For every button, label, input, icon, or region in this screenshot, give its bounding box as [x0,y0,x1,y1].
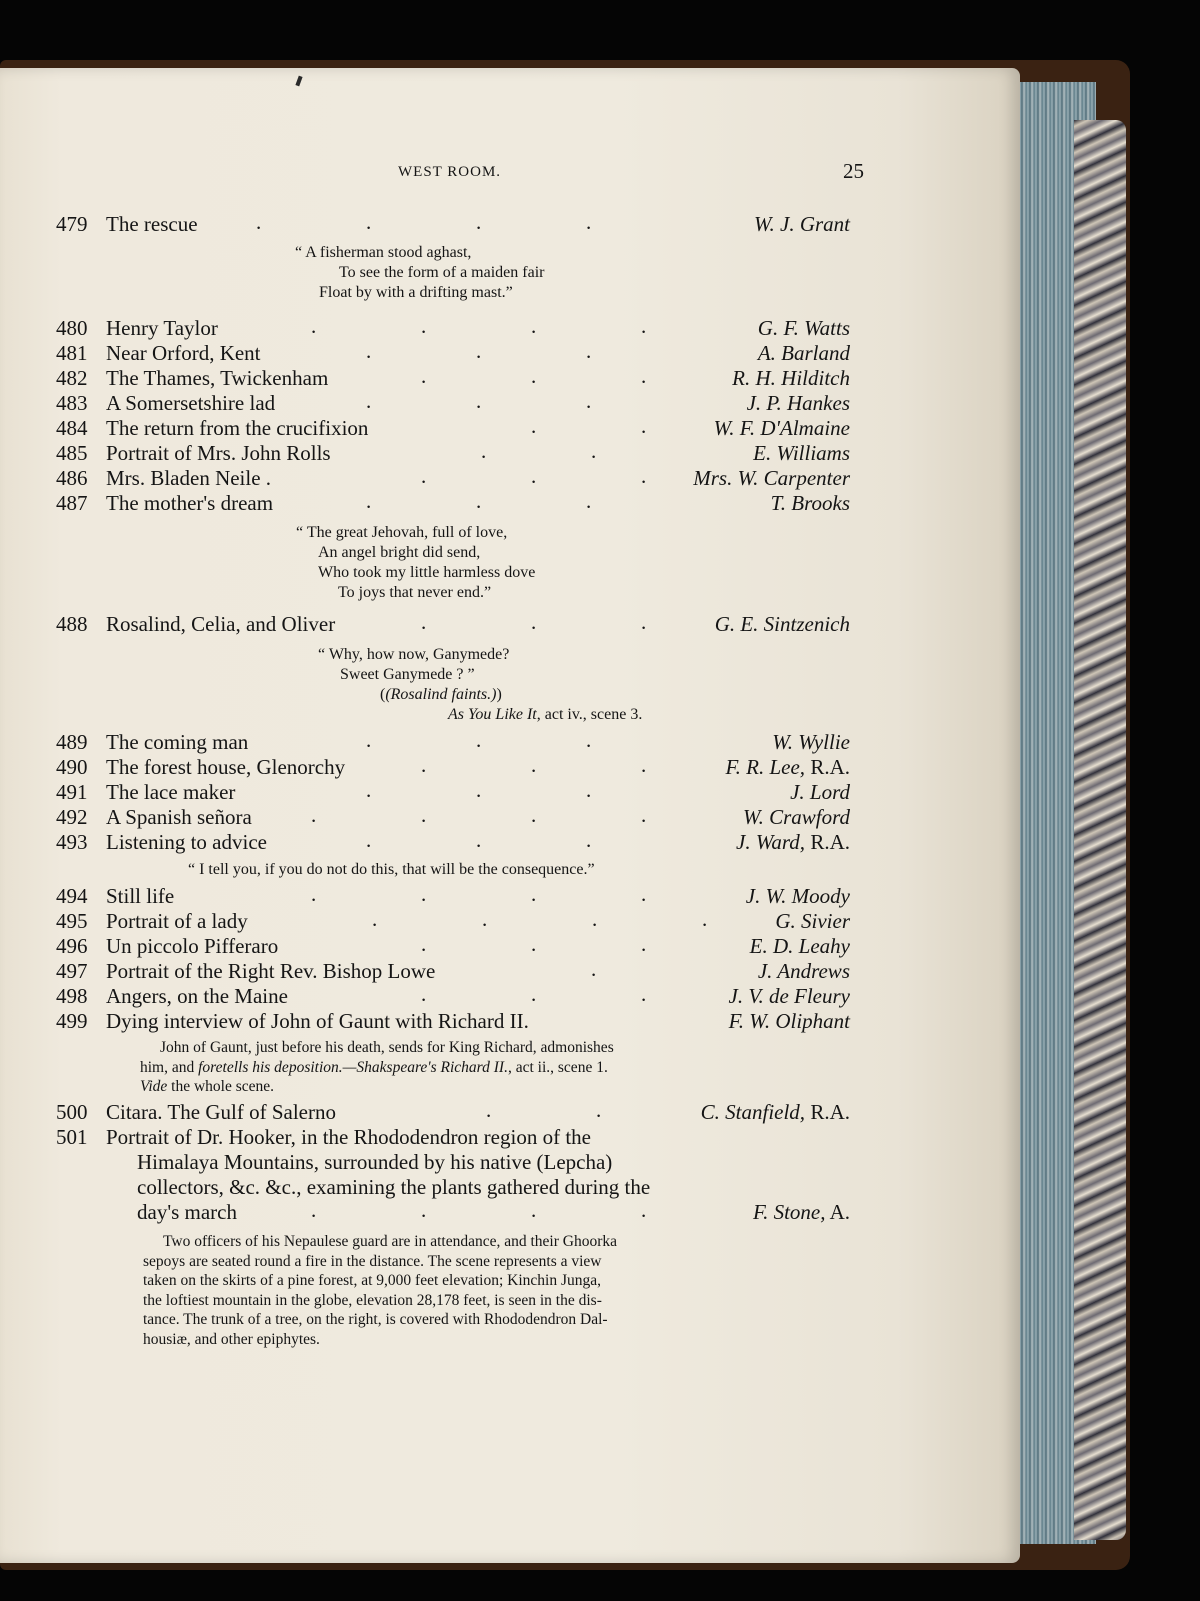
entry-489: 489 The coming man . . . W. Wyllie [56,728,850,754]
entry-481: 481 Near Orford, Kent . . . A. Barland [56,339,850,365]
verse-488: “ Why, how now, Ganymede? Sweet Ganymede ? ” ((Rosalind faints.)) As You Like It, act iv., scene 3. [318,646,643,723]
entry-480: 480 Henry Taylor . . . . G. F. Watts [56,314,850,340]
note-501: Two officers of his Nepaulese guard are in attendance, and their Ghoorka sepoys are seated round a fire in the distance. The scene represents a view taken on the skirts of a pine forest, at 9,000 feet elevation; Kinchin Junga, the loftiest mountain in the globe, elevation 28,178 feet, is seen in the dis- tance. The trunk of a tree, on the right, is covered with Rhododendron Dal- housiæ, and other epiphytes. [143,1233,617,1348]
entry-499: 499 Dying interview of John of Gaunt with Richard II. F. W. Oliphant [56,1009,850,1033]
note-499: John of Gaunt, just before his death, sends for King Richard, admonishes him, and foretells his deposition.—Shakspeare's Richard II., act ii., scene 1. Vide the whole scene. [140,1039,614,1095]
entry-498: 498 Angers, on the Maine . . . J. V. de Fleury [56,982,850,1008]
entry-493: 493 Listening to advice . . . J. Ward, R.A. [56,828,850,854]
entry-501: 501 Portrait of Dr. Hooker, in the Rhododendron region of the [56,1125,591,1149]
entry-490: 490 The forest house, Glenorchy . . . F. R. Lee, R.A. [56,753,850,779]
page-number: 25 [843,159,864,183]
entry-479 [56,212,856,238]
entry-501-last-line: day's march . . . . F. Stone, A. [137,1198,850,1224]
entry-495: 495 Portrait of a lady . . . . G. Sivier [56,907,850,933]
entry-title: The rescue [106,212,198,236]
entry-486: 486 Mrs. Bladen Neile . . . . Mrs. W. Carpenter [56,464,850,490]
entry-482: 482 The Thames, Twickenham . . . R. H. Hilditch [56,364,850,390]
entry-494: 494 Still life . . . . J. W. Moody [56,882,850,908]
entry-number: 479 [56,212,88,236]
running-header: WEST ROOM. [398,164,502,180]
entry-501-line-3: collectors, &c. &c., examining the plants gathered during the [137,1175,651,1199]
entry-496: 496 Un piccolo Pifferaro . . . E. D. Leahy [56,932,850,958]
entry-497: 497 Portrait of the Right Rev. Bishop Lowe . J. Andrews [56,957,850,983]
entry-501-line-2: Himalaya Mountains, surrounded by his native (Lepcha) [137,1150,613,1174]
leader-dots: . . . . [256,210,592,234]
entry-artist: W. J. Grant [753,212,850,236]
verse-493: “ I tell you, if you do not do this, that will be the consequence.” [188,861,595,878]
marbled-edge [1074,120,1126,1540]
entry-483: 483 A Somersetshire lad . . . J. P. Hankes [56,389,850,415]
entry-492: 492 A Spanish señora . . . . W. Crawford [56,803,850,829]
entry-487: 487 The mother's dream . . . T. Brooks [56,489,850,515]
verse-479: “ A fisherman stood aghast, To see the form of a maiden fair Float by with a drifting mast.” [295,244,545,301]
entry-491: 491 The lace maker . . . J. Lord [56,778,850,804]
entry-488: 488 Rosalind, Celia, and Oliver . . . G. E. Sintzenich [56,610,850,636]
entry-485: 485 Portrait of Mrs. John Rolls . . E. Williams [56,439,850,465]
entry-484: 484 The return from the crucifixion . . W. F. D'Almaine [56,414,850,440]
verse-487: “ The great Jehovah, full of love, An angel bright did send, Who took my little harmless dove To joys that never end.” [296,524,536,601]
entry-500: 500 Citara. The Gulf of Salerno . . C. Stanfield, R.A. [56,1098,850,1124]
